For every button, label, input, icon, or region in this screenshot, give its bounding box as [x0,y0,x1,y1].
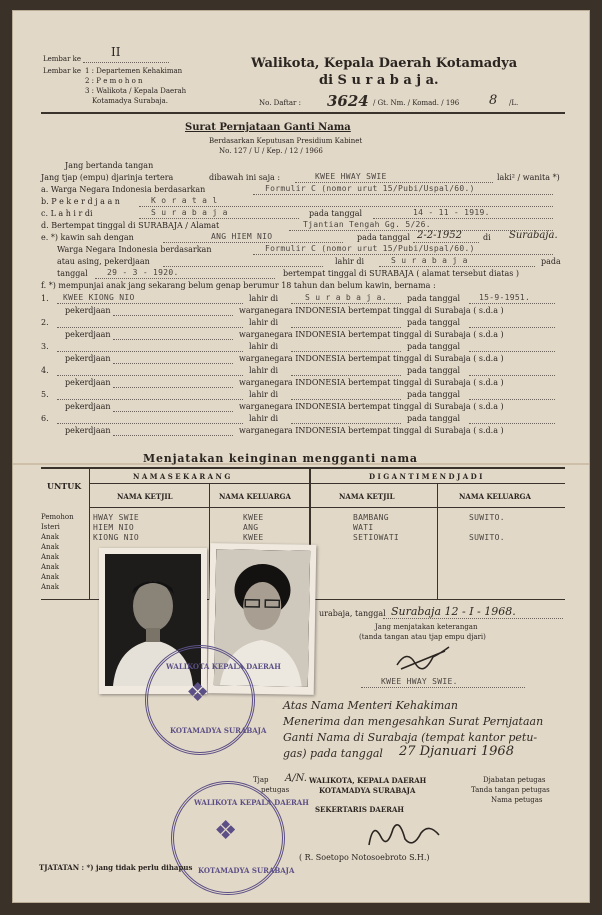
distribution-3-city: Kotamadya Surabaja. [92,97,168,105]
signer-label: Jang menjatakan keterangan [375,623,478,631]
spouse-citizen-value: Formulir C (nomor urut 15/Pubi/Uspal/60.) [265,244,475,253]
register-l: /L. [509,99,519,107]
spouse-live: bertempat tinggal di SURABAJA ( alamat tersebut diatas ) [283,269,520,278]
sheet-number: II [111,45,121,59]
official-an: A/N. [285,773,307,784]
sheet-label-2: Lembar ke [43,67,82,75]
register-suffix: / Gt. Nm. / Komad. / 196 [373,99,460,107]
child-job-label: pekerdjaan [65,306,111,315]
child-number: 2. [41,318,49,327]
signer-label-2: (tanda tangan atau tjap empu djari) [359,633,486,641]
child-birth-label: lahir di [249,318,279,327]
child-number: 1. [41,294,49,303]
duty-3: Nama petugas [491,796,543,804]
child-citizen: warganegara INDONESIA bertempat tinggal di Surabaja ( s.d.a ) [239,354,504,363]
office-city: di S u r a b a j a. [319,73,439,88]
child-number: 3. [41,342,49,351]
col-untuk: UNTUK [47,481,82,491]
child-birth-place: S u r a b a j a. [305,293,387,302]
row-label: Anak [41,543,59,551]
spouse-date: 29 - 3 - 1920. [107,268,179,277]
stamp-1-bottom: KOTAMADYA SURABAJA [170,726,267,735]
endorse-line-2: Menerima dan mengesahkan Surat Pernjataan [283,715,544,728]
child-birth-label: lahir di [249,342,279,351]
child-birth-label: lahir di [249,414,279,423]
name-cell-current-keluarga: KWEE [243,513,264,522]
child-date-label: pada tanggal [407,390,461,399]
birth-label: c. L a h i r di [41,209,93,218]
child-date-label: pada tanggal [407,342,461,351]
name-cell-new-keluarga: SUWITO. [469,533,505,542]
child-name: KWEE KIONG NIO [63,293,135,302]
address-label: d. Bertempat tinggal di SURABAJA / Alamat [41,221,220,230]
citizen-value: Formulir C (nomor urut 15/Pubi/Uspal/60.) [265,184,475,193]
child-number: 5. [41,390,49,399]
sub-current-ketjil: NAMA KETJIL [117,492,173,501]
form-title: Surat Pernjataan Ganti Nama [185,122,351,133]
job-label: b. P e k e r d j a a n [41,197,120,206]
child-birth-label: lahir di [249,366,279,375]
row-label: Anak [41,583,59,591]
name-cell-current-keluarga: ANG [243,523,259,532]
distribution-3: 3 : Walikota / Kepala Daerah [85,87,187,95]
tjap-label-2: petugas [261,786,290,794]
declarant-name: KWEE HWAY SWIE [315,172,387,181]
spouse-pada: pada [541,257,561,266]
address-value: Tjantian Tengah Gg. 5/26. [303,220,431,229]
distribution-1: 1 : Departemen Kehakiman [85,67,183,75]
official-line-2: KOTAMADYA SURABAJA [319,786,416,795]
name-cell-new-ketjil: BAMBANG [353,513,389,522]
official-stamp-2 [171,781,309,895]
name-cell-current-keluarga: KWEE [243,533,264,542]
garuda-emblem-icon: ❖ [214,816,238,846]
name-cell-current-ketjil: HIEM NIO [93,523,134,532]
name-cell-current-ketjil: KIONG NIO [93,533,140,542]
birth-date-label: pada tanggal [309,209,363,218]
row-label: Anak [41,533,59,541]
sub-new-ketjil: NAMA KETJIL [339,492,395,501]
endorse-line-4: gas) pada tanggal [283,747,383,760]
date-prefix: urabaja, tanggal [319,609,386,618]
child-birth-label: lahir di [249,294,279,303]
row-label: Isteri [41,523,60,531]
register-number: 3624 [327,92,369,110]
row-label: Anak [41,573,59,581]
name-cell-current-ketjil: HWAY SWIE [93,513,140,522]
footnote: TJATATAN : *) jang tidak perlu dihapus [39,863,193,872]
register-label: No. Daftar : [259,99,301,107]
child-birth-date: 15-9-1951. [479,293,531,302]
form-decree: No. 127 / U / Kep. / 12 / 1966 [219,147,323,155]
col-current: N A M A S E K A R A N G [133,472,231,481]
married-label: e. *) kawin sah dengan [41,233,134,242]
name-label: Jang tjap (empu) djarinja tertera [41,173,174,182]
spouse-date-label: tanggal [57,269,88,278]
child-job-label: pekerdjaan [65,354,111,363]
name-cell-new-keluarga: SUWITO. [469,513,505,522]
register-year: 8 [489,93,498,108]
child-number: 6. [41,414,49,423]
child-citizen: warganegara INDONESIA bertempat tinggal di Surabaja ( s.d.a ) [239,402,504,411]
child-job-label: pekerdjaan [65,402,111,411]
garuda-emblem-icon: ❖ [186,678,210,708]
child-date-label: pada tanggal [407,366,461,375]
applicant-signature-icon [393,643,453,673]
birth-date: 14 - 11 - 1919. [413,208,490,217]
name-cell-new-ketjil: SETIOWATI [353,533,400,542]
row-label: Anak [41,563,59,571]
sign-date: Surabaja 12 - I - 1968. [391,605,516,618]
stamp-1-top: WALIKOTA KEPALA DAERAH [166,662,281,671]
spouse-birth-label: lahir di [335,257,365,266]
desire-heading: Menjatakan keinginan mengganti nama [143,452,418,465]
signer-name: KWEE HWAY SWIE. [381,677,458,686]
married-place: Surabaja. [509,230,558,241]
child-job-label: pekerdjaan [65,426,111,435]
intro-label: Jang bertanda tangan [65,161,154,170]
citizen-label: a. Warga Negara Indonesia berdasarkan [41,185,206,194]
tjap-label: Tjap [253,776,269,784]
child-number: 4. [41,366,49,375]
office-title: Walikota, Kepala Daerah Kotamadya [251,56,518,71]
child-date-label: pada tanggal [407,414,461,423]
spouse-birth-place: S u r a b a j a [391,256,468,265]
child-job-label: pekerdjaan [65,330,111,339]
sheet-label-1: Lembar ke [43,55,82,63]
endorse-line-3: Ganti Nama di Surabaja (tempat kantor petu- [283,731,538,744]
stamp-2-bottom: KOTAMADYA SURABAJA [198,866,295,875]
name-cell-new-ketjil: WATI [353,523,374,532]
official-signature-icon [363,815,443,851]
official-name: ( R. Soetopo Notosoebroto S.H.) [299,853,430,862]
job-value: K o r a t a l [151,196,218,205]
name-label-2: dibawah ini saja : [209,173,281,182]
child-citizen: warganegara INDONESIA bertempat tinggal di Surabaja ( s.d.a ) [239,330,504,339]
children-intro: f. *) mempunjai anak jang sekarang belum genap berumur 18 tahun dan belum kawin, bernama : [41,281,436,290]
official-stamp-1 [145,645,281,755]
married-place-label: di [483,233,491,242]
sub-current-keluarga: NAMA KELUARGA [219,492,291,501]
official-line-1: WALIKOTA, KEPALA DAERAH [309,776,427,785]
sub-new-keluarga: NAMA KELUARGA [459,492,531,501]
official-line-3: SEKERTARIS DAERAH [315,805,405,814]
child-citizen: warganegara INDONESIA bertempat tinggal di Surabaja ( s.d.a ) [239,426,504,435]
child-citizen: warganegara INDONESIA bertempat tinggal di Surabaja ( s.d.a ) [239,306,504,315]
sex-label: laki² / wanita *) [497,173,560,182]
row-label: Anak [41,553,59,561]
stamp-2-top: WALIKOTA KEPALA DAERAH [194,798,309,807]
endorse-line-1: Atas Nama Menteri Kehakiman [283,699,458,712]
child-citizen: warganegara INDONESIA bertempat tinggal di Surabaja ( s.d.a ) [239,378,504,387]
child-date-label: pada tanggal [407,294,461,303]
married-date: 2-2-1952 [417,230,462,241]
married-date-label: pada tanggal [357,233,411,242]
child-birth-label: lahir di [249,390,279,399]
distribution-2: 2 : P e m o h o n [85,77,143,85]
duty-2: Tanda tangan petugas [471,786,550,794]
col-new: D I G A N T I M E N D J A D I [369,472,483,481]
duty-1: Djabatan petugas [483,776,546,784]
birth-place: S u r a b a j a [151,208,228,217]
row-label: Pemohon [41,513,74,521]
spouse-name: ANG HIEM NIO [211,232,273,241]
document-sheet [12,10,590,903]
spouse-citizen-label: Warga Negara Indonesia berdasarkan [57,245,212,254]
child-job-label: pekerdjaan [65,378,111,387]
endorse-date: 27 Djanuari 1968 [399,744,514,759]
child-date-label: pada tanggal [407,318,461,327]
form-basis: Berdasarkan Keputusan Presidium Kabinet [209,137,363,145]
spouse-job-label: atau asing, pekerdjaan [57,257,150,266]
